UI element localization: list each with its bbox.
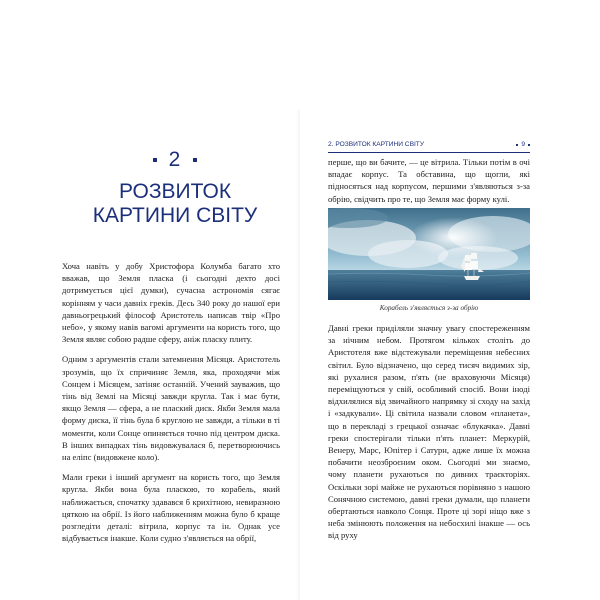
chapter-number-dot-right xyxy=(193,158,197,162)
paragraph: перше, що ви бачите, — це вітрила. Тільки потім в очі впадає корпус. Та обставина, що щогли, які підносяться над корпусом, першими з'являються з-за обрію, свідчить про те, що Земля має форму кулі. xyxy=(328,157,530,204)
image-caption: Корабель з'являється з-за обрію xyxy=(379,304,479,312)
page-number-value: 9 xyxy=(521,141,525,148)
left-page-text xyxy=(62,260,280,552)
right-page-top-text xyxy=(328,156,530,205)
header-rule xyxy=(328,152,530,153)
sailing-ship-photo-svg xyxy=(328,208,530,300)
paragraph: Мали греки і інший аргумент на користь того, що Земля кругла. Якби вона була пласкою, то корабель, який наближається, спочатку здавався б крихітною, невиразною цяткою на обрії. Із його наближенням можна було б краще розгледіти деталі: вітрила, корпус та ін. Однак усе відбувається інакше. Коли судно з'являється на обрії, xyxy=(62,472,280,544)
chapter-title-line-1: РОЗВИТОК xyxy=(118,180,232,203)
sailing-ship-photo xyxy=(328,208,530,300)
page-number-dot-left xyxy=(516,144,518,146)
chapter-title-line-2: КАРТИНИ СВІТУ xyxy=(92,204,258,227)
paragraph: Давні греки приділяли значну увагу спостереженням за нічним небом. Протягом кількох століть до Аристотеля вже відстежували переміщення небесних світил. Було відзначено, що серед тисяч видимих зір, які рухалися разом, п'ять (не враховуючи Місяця) переміщуються у свій, особливий спосіб. Вони іноді відхилялися від звичайного напрямку зі сходу на захід і «задкували». Ці світила назвали словом «планета», що в перекладі з грецької означає «блукачка». Давні греки спостерігали тільки п'ять планет: Меркурій, Венеру, Марс, Юпітер і Сатурн, адже лише їх можна побачити неозброєним оком. Сьогодні ми знаємо, чому планети рухаються по дивних траєкторіях. Оскільки зорі майже не рухаються порівняно з нашою Сонячною системою, давні греки думали, що планети обертаються навколо Сонця. Проте ці зорі ніщо вже з неба змінюють положення на небосхилі інакше — ось від руху xyxy=(328,323,530,541)
chapter-number-dot-left xyxy=(153,158,157,162)
right-page-bottom-text xyxy=(328,322,530,542)
running-header-title: 2. РОЗВИТОК КАРТИНИ СВІТУ xyxy=(328,141,425,148)
page-number-dot-right xyxy=(528,144,530,146)
chapter-number-value: 2 xyxy=(168,148,182,171)
chapter-number xyxy=(60,148,290,172)
running-header xyxy=(328,141,530,148)
page-number xyxy=(516,141,530,148)
paragraph: Хоча навіть у добу Христофора Колумба багато хто вважав, що Земля пласка (і сьогодні дехто досі дотримується цієї думки), сучасна астрономія сягає корінням у часи давніх греків. Десь 340 року до нашої ери давньогрецький філософ Аристотель написав твір «Про небо», у якому навів вагомі аргументи на користь того, що Земля являє собою радше сферу, аніж пласку плиту. xyxy=(62,261,280,345)
paragraph: Одним з аргументів стали затемнення Місяця. Аристотель зрозумів, що їх спричиняє Земля, яка, проходячи між Сонцем і Місяцем, затіняє останній. Учений зауважив, що тінь від Землі на Місяці завжди кругла. Так і має бути, якщо Земля — сфера, а не плаский диск. Якби Земля мала форму диска, її тінь була б круглою не завжди, а тільки в ті моменти, коли Сонце опиняється точно під центром диска. В інших випадках тінь видовжувалася б, перетворюючись на еліпс (видовжене коло). xyxy=(62,354,280,463)
chapter-title xyxy=(60,180,290,228)
